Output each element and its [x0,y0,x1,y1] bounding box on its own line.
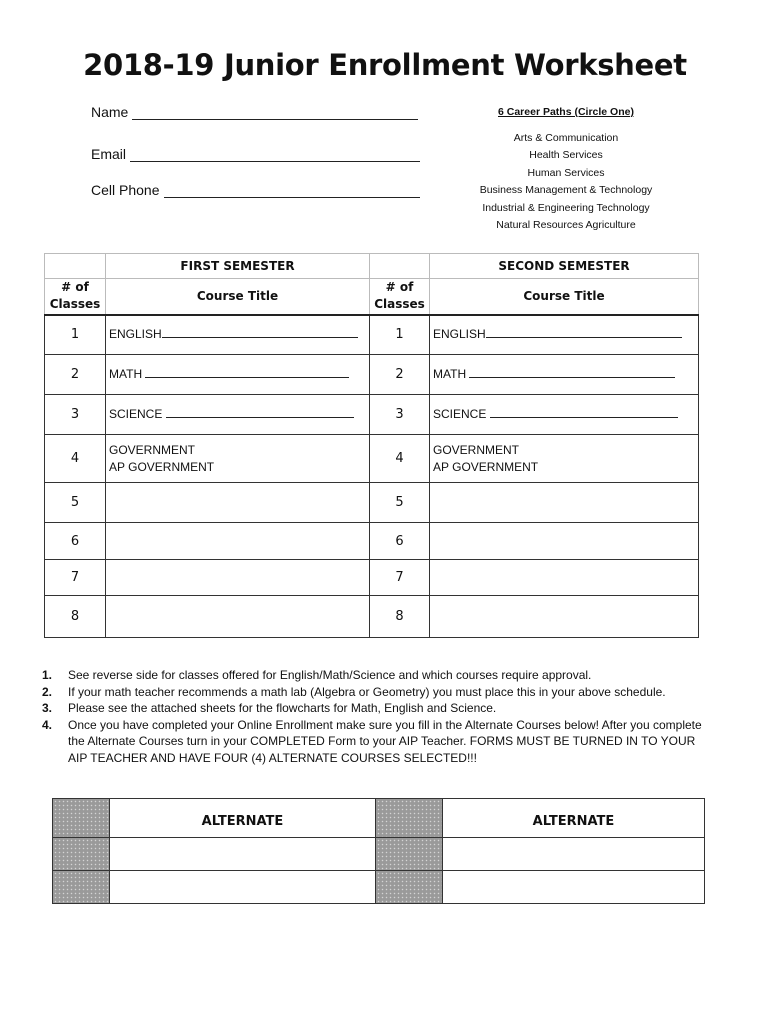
instruction-item [42,667,714,684]
course-label: SCIENCE [433,407,487,421]
career-path-item[interactable]: Business Management & Technology [479,184,653,196]
instruction-number: 4. [42,717,53,732]
class-number: 8 [370,596,430,638]
course-cell[interactable] [430,395,699,435]
class-number: 6 [370,523,430,560]
course-cell[interactable] [106,355,370,395]
instruction-text: Please see the attached sheets for the flowcharts for Math, English and Science. [68,701,497,715]
course-cell[interactable] [430,483,699,523]
course-option[interactable]: AP GOVERNMENT [433,459,539,474]
course-cell[interactable] [430,355,699,395]
email-field[interactable] [91,146,420,162]
alternate-header: ALTERNATE [443,799,705,838]
instruction-text: See reverse side for classes offered for English/Math/Science and which courses require approval. [68,668,592,682]
shaded-cell [376,871,443,904]
shaded-cell [376,799,443,838]
instruction-item [42,700,714,717]
course-cell[interactable] [430,596,699,638]
alternate-header: ALTERNATE [110,799,376,838]
name-label: Name [91,104,129,120]
cell-phone-label: Cell Phone [91,182,160,198]
table-row [45,596,699,638]
class-number: 1 [45,315,106,355]
alternate-entry-cell[interactable] [110,871,376,904]
career-path-item[interactable]: Natural Resources Agriculture [496,219,636,231]
class-number: 6 [45,523,106,560]
table-row [45,523,699,560]
instructions-list [42,667,714,766]
num-classes-header [45,279,106,315]
class-number: 3 [370,395,430,435]
career-path-item[interactable]: Human Services [527,166,605,179]
name-field[interactable] [91,104,418,120]
entry-line[interactable] [166,406,354,418]
shaded-cell [53,871,110,904]
course-title-header: Course Title [106,279,370,315]
alternate-courses-table [52,798,705,904]
num-header-line2: Classes [374,297,425,312]
table-row [45,560,699,596]
num-header-line2: Classes [49,297,101,312]
blank-cell [45,254,106,279]
career-paths [452,104,680,235]
class-number: 8 [45,596,106,638]
course-title-header: Course Title [430,279,699,315]
course-cell[interactable] [106,523,370,560]
blank-cell [370,254,430,279]
course-label: ENGLISH [109,327,162,342]
shaded-cell [53,838,110,871]
course-option[interactable]: GOVERNMENT [109,442,196,457]
class-number: 2 [370,355,430,395]
instruction-text: If your math teacher recommends a math lab (Algebra or Geometry) you must place this in your above schedule. [68,684,666,699]
table-row [45,355,699,395]
shaded-cell [53,799,110,838]
instruction-number: 1. [42,668,53,682]
table-row [45,395,699,435]
shaded-cell [376,838,443,871]
class-number: 4 [45,435,106,483]
alternate-entry-cell[interactable] [110,838,376,871]
instruction-text: Once you have completed your Online Enrollment make sure you fill in the Alternate Courses below! After you complete the Alternate Courses turn in your COMPLETED Form to your AIP Teacher. FORMS MUST BE TURNED IN TO YOUR AIP TEACHER AND HAVE FOUR (4) ALTERNATE COURSES SELECTED!!! [68,717,702,765]
name-line[interactable] [132,105,418,120]
course-cell[interactable] [106,596,370,638]
course-cell[interactable] [106,483,370,523]
career-paths-header: 6 Career Paths (Circle One) [498,106,634,118]
table-row [45,435,699,483]
class-number: 1 [370,315,430,355]
course-cell[interactable] [106,395,370,435]
career-path-item[interactable]: Industrial & Engineering Technology [482,201,650,214]
instruction-item [42,684,714,701]
class-number: 7 [45,560,106,596]
course-label: SCIENCE [109,407,163,421]
entry-line[interactable] [490,406,678,418]
career-path-item[interactable]: Health Services [529,149,603,161]
num-header-line1: # of [385,280,414,295]
course-cell[interactable] [106,435,370,483]
course-label: MATH [109,367,143,381]
course-cell[interactable] [106,315,370,355]
table-row [45,483,699,523]
class-number: 2 [45,355,106,395]
course-cell[interactable] [430,523,699,560]
table-row [45,315,699,355]
num-header-line1: # of [61,280,89,295]
instruction-item [42,717,714,767]
career-path-item[interactable]: Arts & Communication [513,131,619,144]
class-number: 5 [370,483,430,523]
entry-line[interactable] [145,366,349,378]
course-option[interactable]: AP GOVERNMENT [109,459,215,474]
class-number: 3 [45,395,106,435]
class-number: 5 [45,483,106,523]
num-classes-header [370,279,430,315]
course-cell[interactable] [430,315,699,355]
course-cell[interactable] [106,560,370,596]
second-semester-header: SECOND SEMESTER [430,254,699,279]
alternate-entry-cell[interactable] [443,838,705,871]
instruction-number: 3. [42,701,53,715]
email-line[interactable] [130,147,420,162]
schedule-table [44,253,699,638]
course-cell[interactable] [430,560,699,596]
alternate-entry-cell[interactable] [443,871,705,904]
page-title: 2018-19 Junior Enrollment Worksheet [83,48,687,82]
entry-line[interactable] [162,326,358,338]
course-cell[interactable] [430,435,699,483]
entry-line[interactable] [469,366,675,378]
cell-phone-field[interactable] [91,182,420,198]
entry-line[interactable] [486,326,682,338]
class-number: 7 [370,560,430,596]
email-label: Email [91,146,127,162]
course-option[interactable]: GOVERNMENT [433,442,520,457]
cell-phone-line[interactable] [164,183,420,198]
instruction-number: 2. [42,684,53,699]
class-number: 4 [370,435,430,483]
course-label: ENGLISH [433,327,486,342]
first-semester-header: FIRST SEMESTER [106,254,370,279]
course-label: MATH [433,367,467,381]
